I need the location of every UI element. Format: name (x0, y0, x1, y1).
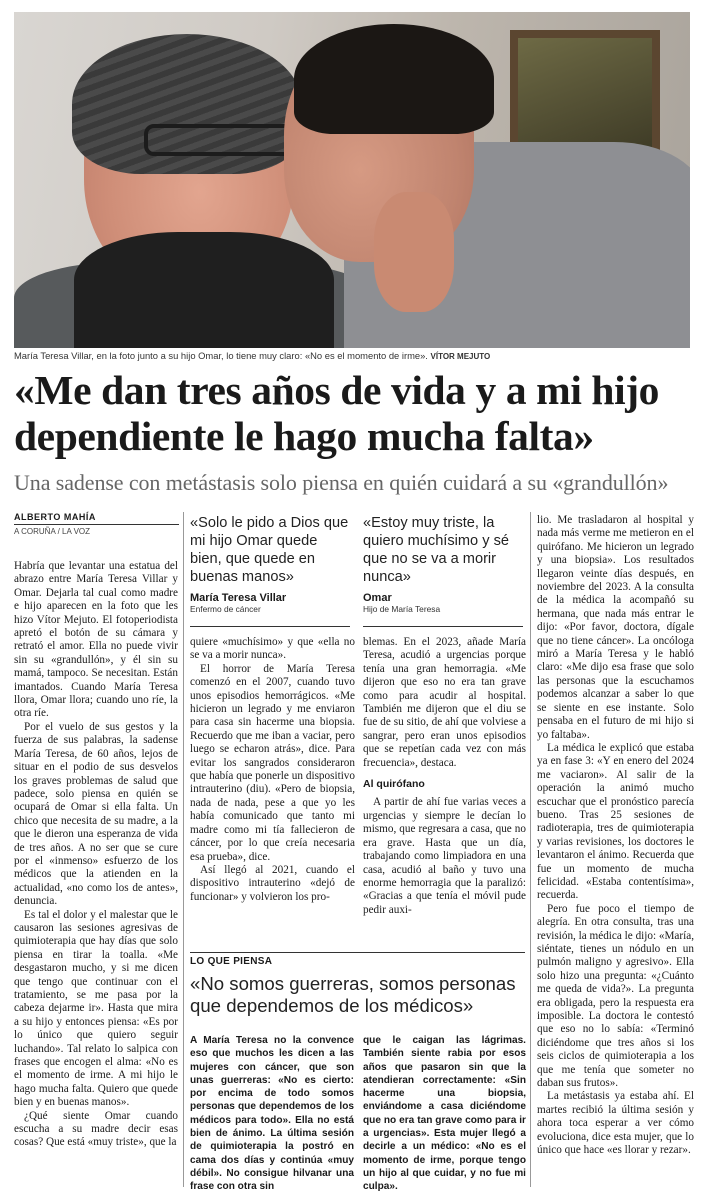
paragraph: lio. Me trasladaron al hospital y nada más verme me metieron en el quirófano. Me hicieron un legrado y una biopsia». Los resultados llegaron veinte días después, en noviembre del 2023. A la consulta de la médica la acompañó su hermana, que nada más entrar le dijo: «Por favor, doctora, dígale que no tiene cáncer». La oncóloga miró a María Teresa y le habló claro: «Me dijo esa frase que solo las personas que la escuchamos podemos alcanzar a saber lo que se siente en ese instante. Solo pensaba en el futuro de mi hijo si yo faltaba». (537, 514, 694, 741)
headline-line-2: dependiente le hago mucha falta» (14, 413, 594, 459)
section-column-1: A María Teresa no la convence eso que muchos les dicen a las mujeres con cáncer, que son unas guerreras: «No es cierto: por encima de todo somos personas que dependemos de los médicos para todo». Ella no está bien de ánimo. La última sesión de quimioterapia la postró en cama dos días y continúa «muy débil». No consigue hilvanar una frase con otra sin (190, 1035, 354, 1193)
paragraph: Pero fue poco el tiempo de alegría. En otra consulta, tras una revisión, la médica le dijo: «María, siéntate, tienes un nódulo en un pulmón maligno y agresivo». Ella solo hizo una pregunta: «¿Cuánto me queda de vida?». La pregunta era obligada, pero la respuesta era imposible. La doctora le contestó que eso no lo sabía: «Terminó diciéndome que tres años si los seis ciclos de quimioterapia a los que me tenía que someter no daban sus frutos». (537, 902, 694, 1090)
headline-line-1: «Me dan tres años de vida y a mi hijo (14, 367, 660, 413)
column-divider (183, 512, 184, 1187)
paragraph: La metástasis ya estaba ahí. El martes recibió la última sesión y ahora toca esperar a ver cómo evoluciona, dice esta mujer, que lo único que hace «es llorar y rezar». (537, 1090, 694, 1157)
byline-place: A CORUÑA / LA VOZ (14, 527, 91, 536)
pull-quote-name: Omar (363, 592, 392, 604)
pull-quote-son (363, 514, 523, 614)
subheadline: Una sadense con metástasis solo piensa en quién cuidará a su «grandullón» (14, 470, 669, 495)
paragraph: Por el vuelo de sus gestos y la fuerza de sus palabras, la sadense María Teresa, de 60 años, lejos de situar en el podio de sus desvelos los graves problemas de salud que padece, solo piensa en quién se ocupará de Omar si ella falta. Un chico que necesita de su madre, a la que le dieron una esperanza de vida de tres años. A no ser que se cure por el «inmenso» esfuerzo de los médicos que la atienden en la actualidad, «no como los de antes», denuncia. (14, 720, 178, 908)
quote-divider (363, 626, 523, 627)
article-photo (14, 12, 690, 348)
caption-text: María Teresa Villar, en la foto junto a su hijo Omar, lo tiene muy claro: «No es el momento de irme». (14, 350, 428, 361)
woman-glasses (144, 124, 294, 156)
headline (14, 367, 694, 459)
pull-quote-role: Enfermo de cáncer (190, 604, 261, 614)
photo-credit: VÍTOR MEJUTO (430, 352, 491, 361)
pull-quote-role: Hijo de María Teresa (363, 604, 441, 614)
paragraph: Así llegó al 2021, cuando el dispositivo intrauterino «dejó de funcionar» y volvieron los pro- (190, 863, 355, 903)
paragraph: La médica le explicó que estaba ya en fase 3: «Y en enero del 2024 me vaciaron». Al salir de la operación la animó mucho escuchar que el pronóstico parecía bueno. Tras 25 sesiones de radioterapia, tres de quimioterapia y varias revisiones, los doctores le levantaron el ánimo. Recuerda que fue un momento de mucha felicidad. «Estaba contentísima», recuerda. (537, 741, 694, 902)
man-hair (294, 24, 494, 134)
paragraph: ¿Qué siente Omar cuando escucha a su madre decir esas cosas? Que está «muy triste», que la (14, 1109, 178, 1149)
quote-divider (190, 626, 350, 627)
woman-scarf (74, 232, 334, 348)
section-title: «No somos guerreras, somos personas que dependemos de los médicos» (190, 973, 516, 1016)
body-column-3 (363, 636, 526, 917)
paragraph: quiere «muchísimo» y que «ella no se va a morir nunca». (190, 636, 355, 662)
byline (14, 512, 179, 536)
paragraph: A partir de ahí fue varias veces a urgencias y siempre le decían lo mismo, que regresara a casa, que no era grave. Hasta que un día, trabajando como limpiadora en una casa, acudió al baño y tuvo una enorme hemorragia que la paralizó: «Gracias a que tenía el móvil pude pedir auxi- (363, 796, 526, 916)
pull-quote-name: María Teresa Villar (190, 592, 287, 604)
paragraph: Habría que levantar una estatua del abrazo entre María Teresa Villar y Omar. Dejarla tal cual como madre e hijo aparecen en la foto que les hizo Vítor Mejuto. El fotoperiodista apretó el botón de su cámara y retrató el amor. Ella no puede vivir sin su «grandullón», y él sin su mamá, tampoco. Se necesitan. Están imantados. Cuando María Teresa llora, Omar llora; cuando uno ríe, la otra ríe. (14, 560, 178, 720)
column-divider (530, 512, 531, 1187)
paragraph: Es tal el dolor y el malestar que le causaron las sesiones agresivas de quimioterapia que hay días que solo piensa en tirar la toalla. «Me desgastaron mucho, y si me dicen que tengo que continuar con el tratamiento, se me pasa por la cabeza dejarme ir». Hasta que mira a su hijo y entonces piensa: «Es por lo único que quiero seguir luchando». Tal relato lo salpica con frases que encogen el alma: «No es el momento de irme. A mi hijo le hago mucha falta. Quiero que quede bien y en buenas manos». (14, 908, 178, 1109)
pull-quote-text: «Solo le pido a Dios que mi hijo Omar quede bien, que quede en buenas manos» (190, 515, 349, 585)
body-column-4 (537, 514, 694, 1158)
section-subtitle: Al quirófano (363, 778, 425, 791)
photo-caption (14, 350, 690, 361)
section-top-rule (190, 952, 525, 953)
paragraph: blemas. En el 2023, añade María Teresa, acudió a urgencias porque tenía una gran hemorragia. «Me dijeron que eso no era tan grave como para acudir al hospital. También me dijeron que el diu se fue de su sitio, de ahí que volviese a sangrar, pero eran unos episodios que se repetían cada vez con más frecuencia», destaca. (363, 636, 526, 769)
body-column-2 (190, 636, 355, 904)
section-column-2: que le caigan las lágrimas. También siente rabia por esos años que pasaron sin que la atendieran correctamente: «Sin hacerme una biopsia, enviándome a casa diciéndome que no era tan grave como para ir a urgencias». Esta mujer llegó a decirle a un médico: «No es el momento de irme, porque tengo un hijo al que cuidar, y no fue mi culpa». (363, 1035, 526, 1193)
pull-quote-text: «Estoy muy triste, la quiero muchísimo y sé que no se va a morir nunca» (363, 515, 509, 585)
byline-author: ALBERTO MAHÍA (14, 512, 179, 525)
paragraph: El horror de María Teresa comenzó en el 2007, cuando tuvo unos episodios hemorrágicos. «Me hicieron un legrado y me enviaron para casa sin hacerme una biopsia. Recuerdo que me iban a vaciar, pero luego se echaron atrás», dice. Para evitar los sangrados consideraron que había que ponerle un dispositivo intrauterino (diu). «Pero de biopsia, nada de nada, pese a que yo les había comunicado que tanto mi madre como mi tía fallecieron de cáncer, por lo que creía necesaria esa prueba», dice. (190, 662, 355, 863)
body-column-1 (14, 560, 178, 1150)
pull-quote-mother (190, 514, 350, 614)
section-label: LO QUE PIENSA (190, 956, 273, 967)
wall-picture-frame (510, 30, 660, 160)
man-hand (374, 192, 454, 312)
